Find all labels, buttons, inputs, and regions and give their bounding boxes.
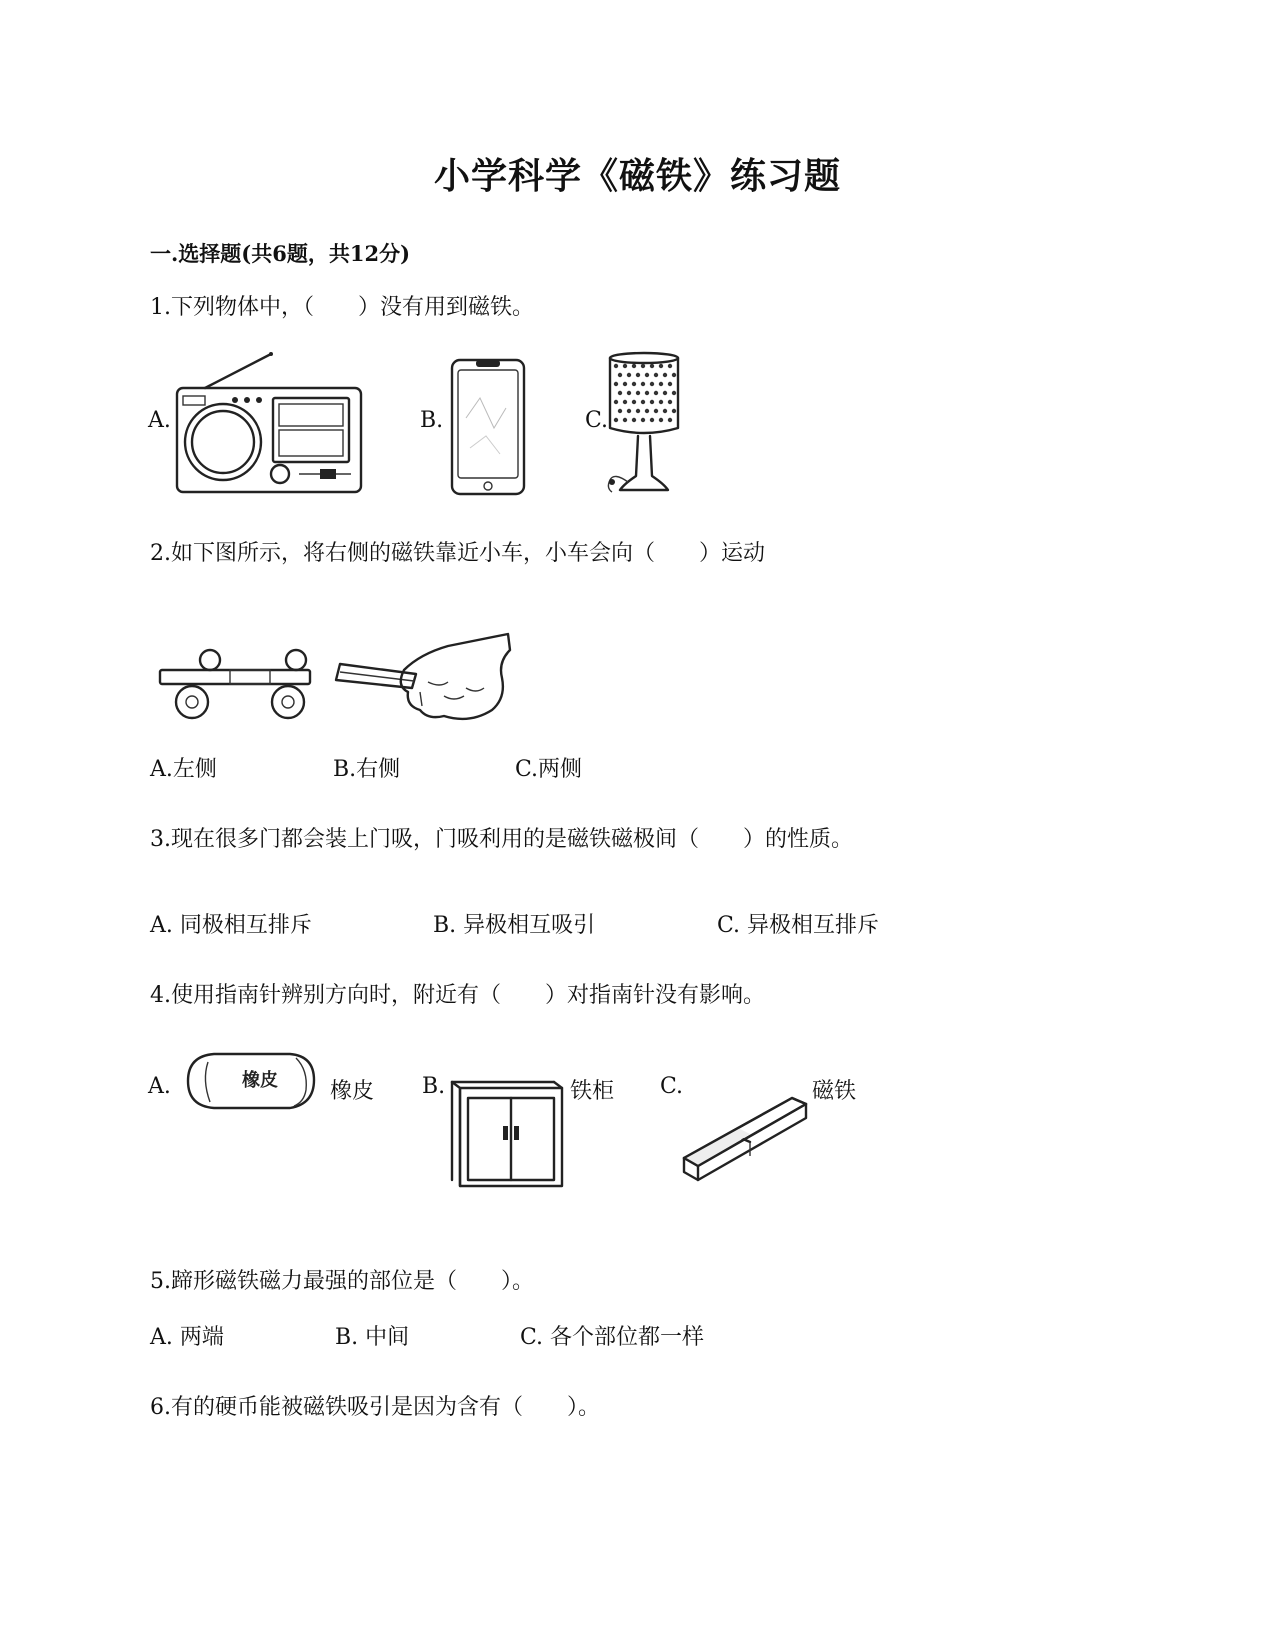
question-4-option-a-letter[interactable]: A. [148, 1074, 171, 1099]
eraser-icon-text: 橡皮 [242, 1070, 278, 1091]
lamp-shade-dot [663, 391, 667, 395]
lamp-shade-dot [618, 409, 622, 413]
lamp-shade-dot [641, 364, 645, 368]
question-4-stem: 4.使用指南针辨别方向时，附近有（ ）对指南针没有影响。 [150, 983, 765, 1008]
lamp-shade-dot [632, 382, 636, 386]
lamp-shade-dot [636, 409, 640, 413]
lamp-shade-dot [672, 409, 676, 413]
question-1-option-b-letter[interactable]: B. [420, 408, 444, 433]
lamp-shade-dot [659, 400, 663, 404]
lamp-shade-dot [654, 373, 658, 377]
lamp-shade-dot [627, 391, 631, 395]
lamp-shade-dot [627, 409, 631, 413]
lamp-shade-dot [672, 373, 676, 377]
lamp-shade-dot [645, 391, 649, 395]
lamp-shade-dot [623, 418, 627, 422]
question-1-stem: 1.下列物体中，（ ）没有用到磁铁。 [150, 295, 534, 320]
question-4-option-b-letter[interactable]: B. [422, 1074, 446, 1099]
lamp-shade-dot [650, 364, 654, 368]
lamp-shade-dot [623, 400, 627, 404]
question-2-stem: 2.如下图所示，将右侧的磁铁靠近小车，小车会向（ ）运动 [150, 541, 765, 566]
lamp-shade-dot [659, 382, 663, 386]
question-5-option-b[interactable]: B. 中间 [335, 1325, 410, 1350]
page-title: 小学科学《磁铁》练习题 [433, 155, 841, 197]
lamp-shade-dot [636, 391, 640, 395]
lamp-shade-dot [632, 364, 636, 368]
question-1-option-a-letter[interactable]: A. [148, 408, 171, 433]
question-5-option-c[interactable]: C. 各个部位都一样 [520, 1325, 705, 1350]
radio-icon [175, 352, 365, 494]
lamp-shade-dot [636, 373, 640, 377]
bar-magnet-icon [680, 1094, 816, 1180]
lamp-shade-dot [623, 382, 627, 386]
lamp-shade-dot [654, 409, 658, 413]
question-3-option-c[interactable]: C. 异极相互排斥 [717, 913, 880, 938]
question-4-option-c-label: 磁铁 [812, 1079, 857, 1104]
question-6-stem: 6.有的硬币能被磁铁吸引是因为含有（ ）。 [150, 1395, 600, 1420]
question-4-option-b-label: 铁柜 [570, 1079, 615, 1104]
question-1-option-c-letter[interactable]: C. [585, 408, 609, 433]
lamp-shade-dot [650, 382, 654, 386]
question-4-option-c-letter[interactable]: C. [660, 1074, 684, 1099]
question-5-option-a[interactable]: A. 两端 [150, 1325, 224, 1350]
lamp-shade-dot [641, 382, 645, 386]
lamp-shade-dot [618, 391, 622, 395]
lamp-shade-dot [641, 418, 645, 422]
lamp-shade-dot [672, 391, 676, 395]
eraser-icon [184, 1050, 320, 1112]
lamp-shade-dot [663, 409, 667, 413]
lamp-shade-dot [614, 364, 618, 368]
lamp-shade-dot [618, 373, 622, 377]
lamp-shade-dot [645, 409, 649, 413]
lamp-shade-dot [668, 364, 672, 368]
question-3-option-a[interactable]: A. 同极相互排斥 [150, 913, 312, 938]
lamp-shade-dot [650, 418, 654, 422]
lamp-shade-dot [632, 418, 636, 422]
lamp-shade-dot [645, 373, 649, 377]
lamp-shade-dot [668, 418, 672, 422]
lamp-shade-dot [614, 400, 618, 404]
question-2-option-b[interactable]: B.右侧 [333, 757, 401, 782]
question-2-option-a[interactable]: A.左侧 [150, 757, 217, 782]
lamp-shade-dot [614, 418, 618, 422]
question-4-option-a-label: 橡皮 [330, 1079, 375, 1104]
lamp-shade-dot [659, 364, 663, 368]
table-lamp-icon [604, 352, 684, 500]
lamp-shade-dot [627, 373, 631, 377]
iron-cabinet-icon [448, 1078, 566, 1190]
question-2-option-c[interactable]: C.两侧 [515, 757, 583, 782]
lamp-shade-dot [654, 391, 658, 395]
lamp-shade-dot [650, 400, 654, 404]
section-heading: 一.选择题(共6题，共12分) [150, 241, 411, 266]
question-5-stem: 5.蹄形磁铁磁力最强的部位是（ ）。 [150, 1269, 534, 1294]
lamp-shade-dot [641, 400, 645, 404]
question-3-stem: 3.现在很多门都会装上门吸，门吸利用的是磁铁磁极间（ ）的性质。 [150, 827, 853, 852]
lamp-shade-dot [659, 418, 663, 422]
lamp-shade-dot [663, 373, 667, 377]
lamp-shade-dot [668, 382, 672, 386]
lamp-shade-dot [632, 400, 636, 404]
question-3-option-b[interactable]: B. 异极相互吸引 [433, 913, 596, 938]
toy-car-and-magnet-in-hand [158, 632, 528, 742]
lamp-shade-dot [614, 382, 618, 386]
smartphone-icon [450, 358, 526, 496]
lamp-shade-dot [623, 364, 627, 368]
lamp-shade-dot [668, 400, 672, 404]
